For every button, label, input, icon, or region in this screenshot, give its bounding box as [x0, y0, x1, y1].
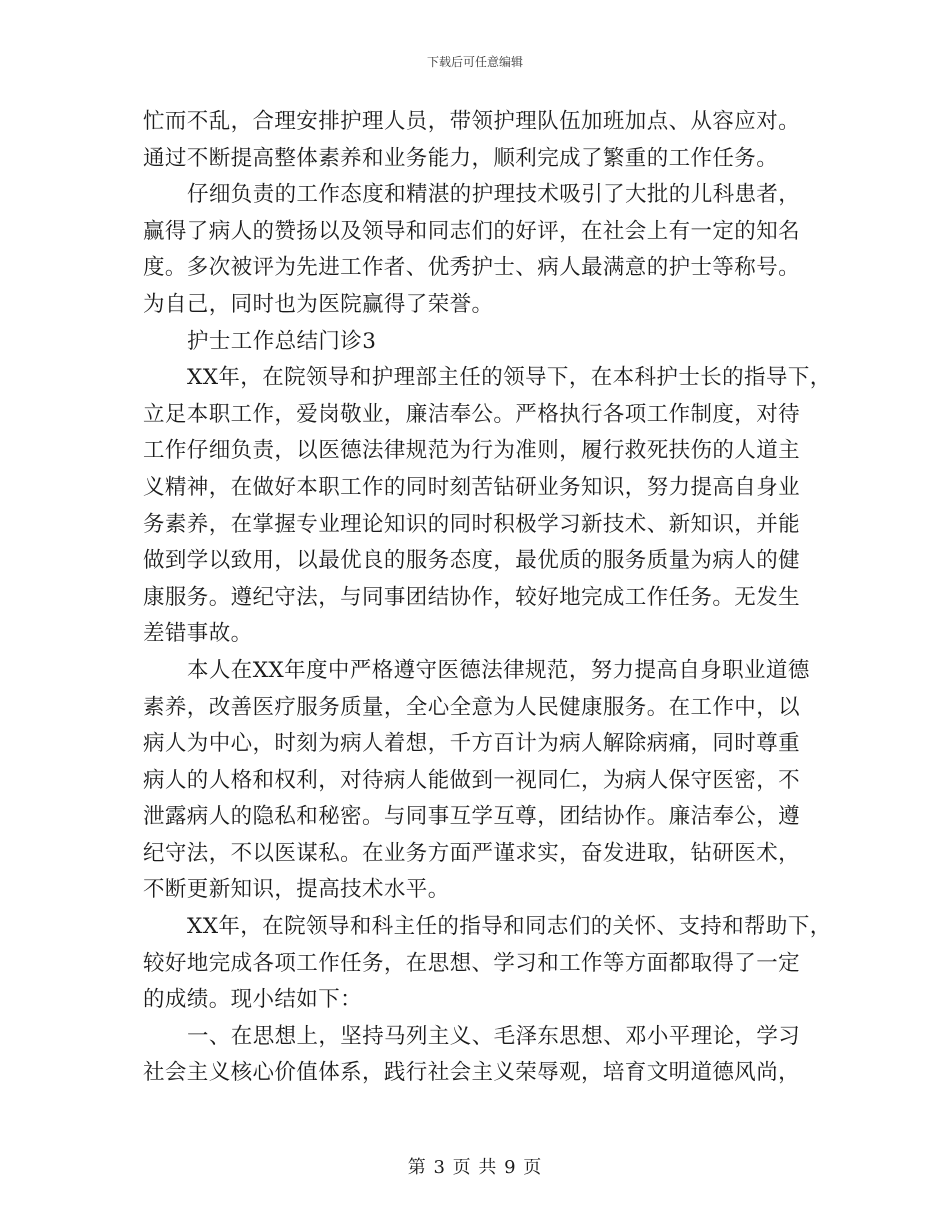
- text-line: XX年，在院领导和科主任的指导和同志们的关怀、支持和帮助下，: [187, 914, 832, 940]
- text-line: 社会主义核心价值体系，践行社会主义荣辱观，培育文明道德风尚，: [143, 1060, 801, 1086]
- text-line: 赢得了病人的赞扬以及领导和同志们的好评，在社会上有一定的知名: [143, 218, 801, 244]
- text-line: 义精神，在做好本职工作的同时刻苦钻研业务知识，努力提高自身业: [143, 474, 801, 500]
- text-line: 做到学以致用，以最优良的服务态度，最优质的服务质量为病人的健: [143, 548, 801, 574]
- text-line: 差错事故。: [143, 621, 253, 647]
- text-line: 为自己，同时也为医院赢得了荣誉。: [143, 291, 494, 317]
- text-line: 一、在思想上，坚持马列主义、毛泽东思想、邓小平理论，学习: [187, 1023, 801, 1049]
- text-line: XX年，在院领导和护理部主任的领导下，在本科护士长的指导下，: [187, 365, 832, 391]
- text-line: 工作仔细负责，以医德法律规范为行为准则，履行救死扶伤的人道主: [143, 438, 801, 464]
- text-line: 病人的人格和权利，对待病人能做到一视同仁，为病人保守医密，不: [143, 767, 801, 793]
- text-line: 纪守法，不以医谋私。在业务方面严谨求实，奋发进取，钻研医术，: [143, 840, 801, 866]
- document-body: [143, 104, 832, 1092]
- text-line: 护士工作总结门诊3: [187, 328, 377, 354]
- text-line: 忙而不乱，合理安排护理人员，带领护理队伍加班加点、从容应对。: [143, 109, 801, 134]
- text-line: 通过不断提高整体素养和业务能力，顺利完成了繁重的工作任务。: [143, 145, 779, 171]
- text-line: 不断更新知识，提高技术水平。: [143, 877, 450, 903]
- text-line: 立足本职工作，爱岗敬业，廉洁奉公。严格执行各项工作制度，对待: [143, 401, 801, 427]
- text-line: 泄露病人的隐私和秘密。与同事互学互尊，团结协作。廉洁奉公，遵: [143, 804, 801, 830]
- text-line: 度。多次被评为先进工作者、优秀护士、病人最满意的护士等称号。: [143, 255, 801, 281]
- text-line: 病人为中心，时刻为病人着想，千方百计为病人解除病痛，同时尊重: [143, 731, 801, 757]
- text-line: 务素养，在掌握专业理论知识的同时积极学习新技术、新知识，并能: [143, 511, 801, 537]
- page-header: 下载后可任意编辑: [426, 55, 523, 69]
- text-line: 较好地完成各项工作任务，在思想、学习和工作等方面都取得了一定: [143, 950, 801, 976]
- text-line: 仔细负责的工作态度和精湛的护理技术吸引了大批的儿科患者，: [187, 182, 801, 208]
- text-line: 康服务。遵纪守法，与同事团结协作，较好地完成工作任务。无发生: [143, 584, 801, 610]
- text-line: 的成绩。现小结如下：: [143, 987, 363, 1013]
- text-line: 本人在XX年度中严格遵守医德法律规范，努力提高自身职业道德: [187, 657, 810, 683]
- text-line: 素养，改善医疗服务质量，全心全意为人民健康服务。在工作中，以: [143, 694, 801, 720]
- page-footer: 第 3 页 共 9 页: [407, 1157, 543, 1178]
